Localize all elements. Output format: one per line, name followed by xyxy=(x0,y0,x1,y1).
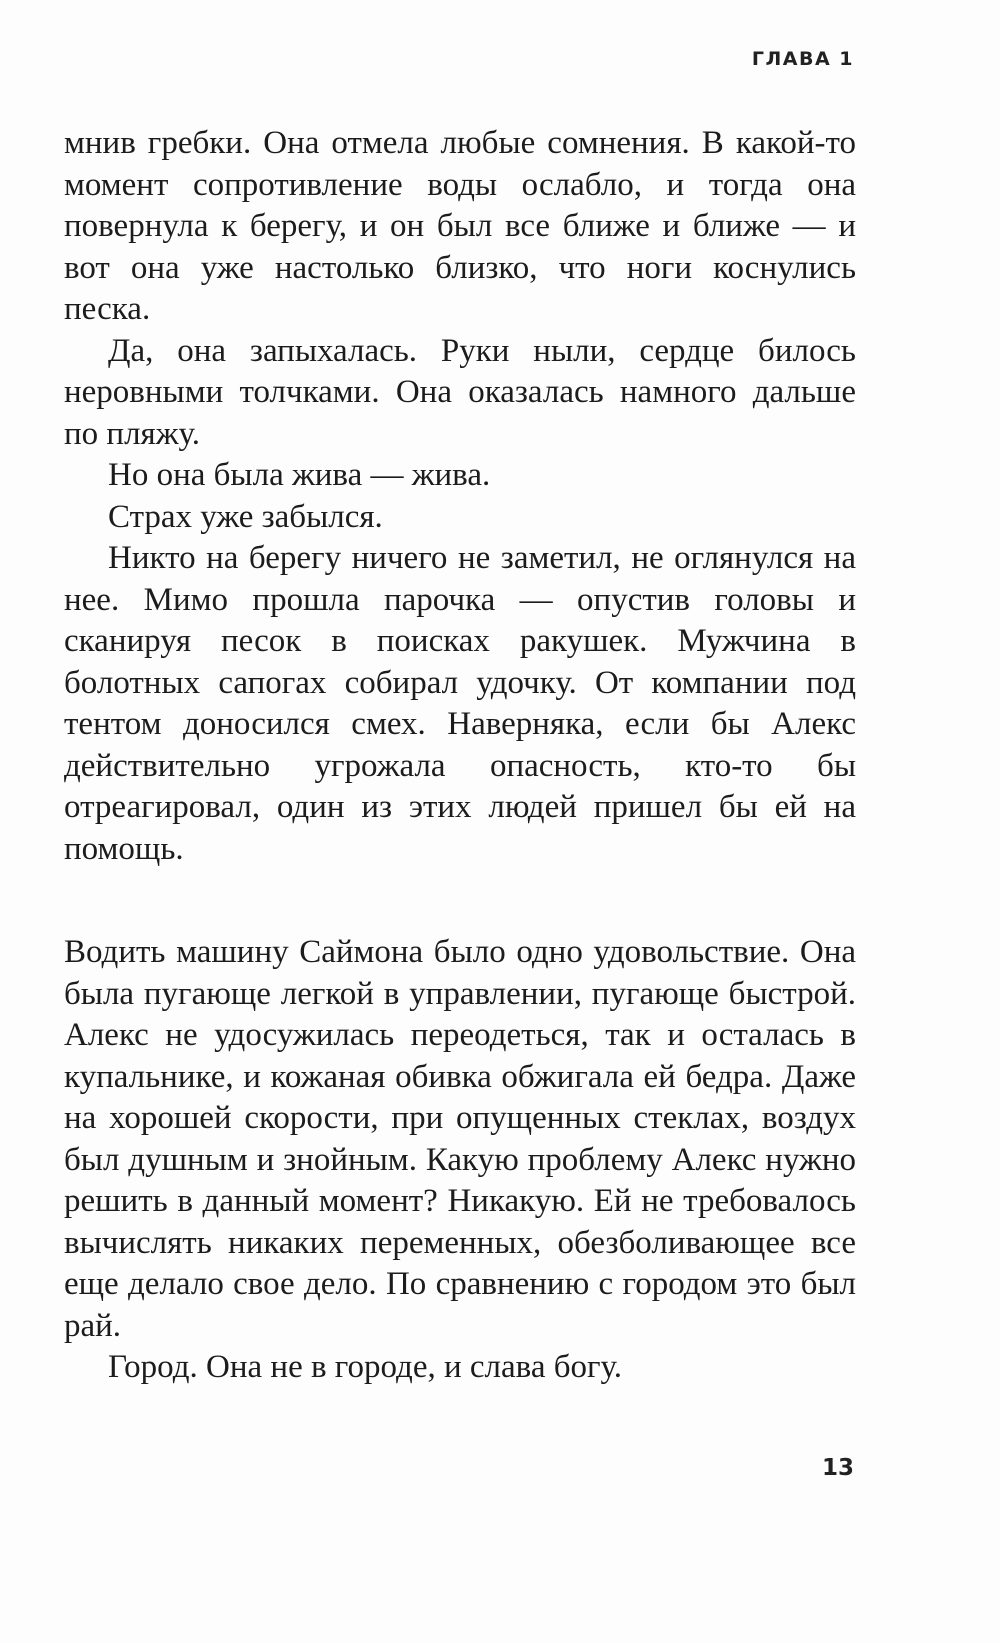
text-section-1 xyxy=(64,123,856,870)
paragraph: мнив гребки. Она отмела любые сомнения. В какой-то момент сопротивление воды ослабло, и тогда она повернула к берегу, и он был все ближе и ближе — и вот она уже настолько близко, что ноги коснулись песка. xyxy=(64,125,856,327)
text-section-2 xyxy=(64,932,856,1389)
paragraph: Водить машину Саймона было одно удовольствие. Она была пугающе легкой в управлении, пугающе быстрой. Алекс не удосужилась переодеться, так и осталась в купальнике, и кожаная обивка обжигала ей бедра. Даже на хорошей скорости, при опущенных стеклах, воздух был душным и знойным. Какую проблему Алекс нужно решить в данный момент? Никакую. Ей не требовалось вычислять никаких переменных, обезболивающее все еще делало свое дело. По сравнению с городом это был рай. xyxy=(64,934,856,1344)
page-number: 13 xyxy=(821,1455,854,1481)
paragraph: Город. Она не в городе, и слава богу. xyxy=(108,1349,622,1385)
paragraph: Да, она запыхалась. Руки ныли, сердце билось неровными толчками. Она оказалась намного дальше по пляжу. xyxy=(64,332,856,452)
paragraph: Страх уже забылся. xyxy=(108,498,383,535)
paragraph: Никто на берегу ничего не заметил, не оглянулся на нее. Мимо прошла парочка — опустив головы и сканируя песок в поисках ракушек. Мужчина в болотных сапогах собирал удочку. От компании под тентом доносился смех. Наверняка, если бы Алекс действительно угрожала опасность, кто-то бы отреагировал, один из этих людей пришел бы ей на помощь. xyxy=(64,540,856,867)
paragraph: Но она была жива — жива. xyxy=(108,457,491,493)
running-head: ГЛАВА 1 xyxy=(751,48,854,70)
